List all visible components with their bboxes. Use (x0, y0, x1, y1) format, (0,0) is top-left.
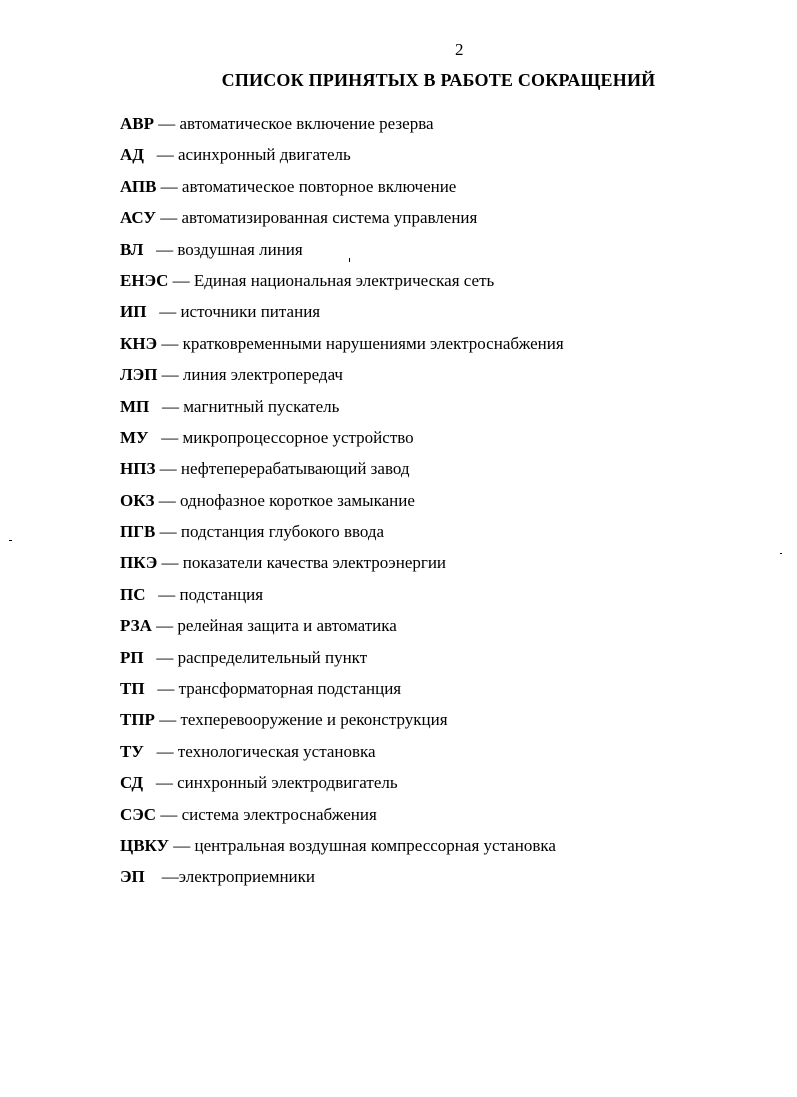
abbreviation-separator: — (151, 616, 178, 636)
abbreviation-separator: — (143, 145, 178, 165)
abbreviation-term: СД (120, 773, 144, 793)
abbreviation-definition: электроприемники (178, 867, 316, 887)
abbreviation-definition: синхронный электродвигатель (177, 773, 398, 793)
abbreviation-separator: — (156, 804, 182, 824)
abbreviation-separator: — (154, 710, 181, 730)
abbreviation-definition: техперевооружение и реконструкция (180, 710, 448, 730)
abbreviation-definition: магнитный пускатель (183, 396, 340, 416)
abbreviation-separator: — (157, 333, 183, 353)
abbreviation-definition: подстанция (179, 584, 264, 604)
abbreviation-separator: — (157, 365, 183, 385)
abbreviation-term: АВР (120, 114, 154, 133)
abbreviation-item (120, 395, 564, 426)
abbreviation-item (120, 677, 564, 708)
abbreviation-definition: технологическая установка (177, 741, 376, 761)
abbreviation-definition: релейная защита и автоматика (177, 616, 397, 636)
abbreviation-definition: автоматизированная система управления (181, 208, 478, 228)
abbreviation-definition: автоматическое включение резерва (179, 114, 434, 133)
abbreviation-item (120, 269, 564, 300)
abbreviation-term: ПС (120, 584, 146, 604)
abbreviation-item (120, 457, 564, 488)
abbreviation-item (120, 614, 564, 645)
scan-artifact-mark (349, 258, 350, 262)
abbreviation-definition: кратковременными нарушениями электроснабжения (182, 333, 564, 353)
abbreviation-definition: микропроцессорное устройство (182, 427, 414, 447)
abbreviation-list (120, 112, 564, 897)
abbreviation-item (120, 300, 564, 331)
abbreviation-term: ТПР (120, 710, 155, 730)
abbreviation-item (120, 143, 564, 174)
abbreviation-term: МП (120, 396, 150, 416)
abbreviation-definition: подстанция глубокого ввода (180, 522, 385, 542)
abbreviation-separator: — (157, 553, 183, 573)
abbreviation-definition: однофазное короткое замыкание (180, 490, 415, 510)
abbreviation-term: АД (120, 145, 144, 165)
abbreviation-term: АСУ (120, 208, 156, 228)
abbreviation-item (120, 332, 564, 363)
abbreviation-item (120, 238, 564, 269)
abbreviation-term: КНЭ (120, 333, 158, 353)
page-number: 2 (455, 40, 464, 59)
abbreviation-definition: трансформаторная подстанция (178, 679, 402, 699)
abbreviation-separator: — (146, 302, 181, 322)
abbreviation-definition: показатели качества электроэнергии (182, 553, 447, 573)
abbreviation-separator: — (156, 176, 182, 196)
abbreviation-separator: — (143, 239, 178, 259)
page-title: СПИСОК ПРИНЯТЫХ В РАБОТЕ СОКРАЩЕНИЙ (221, 70, 656, 90)
abbreviation-separator: — (148, 427, 183, 447)
abbreviation-separator: — (143, 647, 178, 667)
abbreviation-item (120, 646, 564, 677)
abbreviation-term: ВЛ (120, 239, 144, 259)
abbreviation-item (120, 175, 564, 206)
abbreviation-item (120, 834, 564, 865)
abbreviation-item (120, 426, 564, 457)
abbreviation-term: ЭП (120, 867, 145, 887)
abbreviation-definition: система электроснабжения (181, 804, 377, 824)
abbreviation-definition: автоматическое повторное включение (181, 176, 457, 196)
abbreviation-term: ЛЭП (120, 365, 158, 385)
abbreviation-definition: асинхронный двигатель (177, 145, 351, 165)
abbreviation-definition: источники питания (180, 302, 321, 322)
abbreviation-separator: — (143, 741, 178, 761)
abbreviation-item (120, 865, 564, 896)
abbreviation-definition: воздушная линия (177, 239, 303, 259)
abbreviation-term: РЗА (120, 616, 152, 636)
abbreviation-term: РП (120, 647, 144, 667)
abbreviation-separator: — (144, 679, 179, 699)
abbreviation-separator: — (155, 208, 182, 228)
abbreviation-item (120, 803, 564, 834)
abbreviation-term: ЦВКУ (120, 835, 170, 855)
abbreviation-item (120, 206, 564, 237)
abbreviation-separator: — (144, 867, 179, 887)
abbreviation-separator: — (168, 270, 194, 290)
abbreviation-item (120, 551, 564, 582)
abbreviation-item (120, 771, 564, 802)
abbreviation-term: ИП (120, 302, 147, 322)
abbreviation-separator: — (155, 522, 181, 542)
abbreviation-separator: — (155, 459, 181, 479)
abbreviation-separator: — (169, 835, 195, 855)
abbreviation-item (120, 363, 564, 394)
abbreviation-item (120, 520, 564, 551)
abbreviation-term: АПВ (120, 176, 157, 196)
scan-artifact-mark (9, 540, 12, 541)
abbreviation-item (120, 583, 564, 614)
scan-artifact-mark (780, 553, 782, 554)
abbreviation-item (120, 740, 564, 771)
abbreviation-term: ПГВ (120, 522, 156, 542)
abbreviation-separator: — (143, 773, 178, 793)
abbreviation-separator: — (145, 584, 180, 604)
abbreviation-term: НПЗ (120, 459, 156, 479)
abbreviation-term: ПКЭ (120, 553, 158, 573)
abbreviation-term: ЕНЭС (120, 270, 169, 290)
abbreviation-term: ОКЗ (120, 490, 155, 510)
abbreviation-item (120, 708, 564, 739)
abbreviation-term: МУ (120, 427, 149, 447)
abbreviation-separator: — (154, 490, 181, 510)
abbreviation-definition: центральная воздушная компрессорная установка (194, 835, 556, 855)
abbreviation-term: ТУ (120, 741, 144, 761)
abbreviation-item (120, 489, 564, 520)
abbreviation-separator: — (154, 114, 180, 133)
abbreviation-definition: нефтеперерабатывающий завод (180, 459, 410, 479)
abbreviation-definition: линия электропередач (182, 365, 343, 385)
abbreviation-separator: — (149, 396, 184, 416)
abbreviation-definition: Единая национальная электрическая сеть (193, 270, 495, 290)
abbreviation-term: СЭС (120, 804, 157, 824)
abbreviation-item (120, 112, 564, 143)
abbreviation-term: ТП (120, 679, 145, 699)
abbreviation-definition: распределительный пункт (177, 647, 368, 667)
